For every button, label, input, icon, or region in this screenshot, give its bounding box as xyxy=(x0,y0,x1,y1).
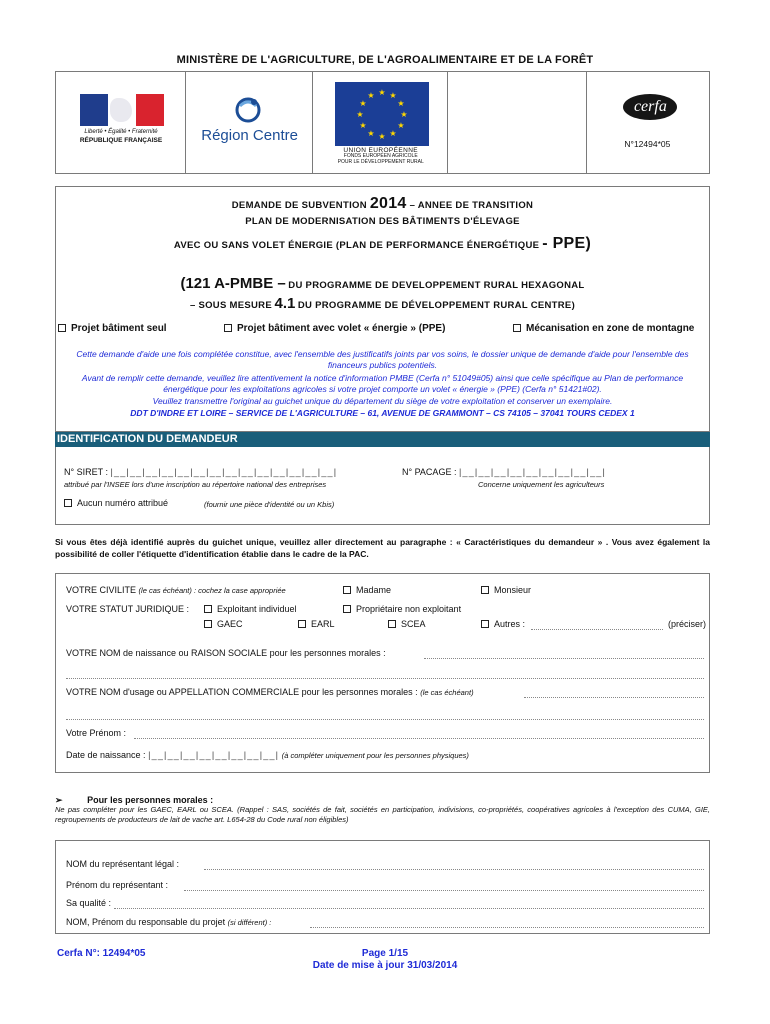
pacage-field[interactable] xyxy=(402,467,606,477)
checkbox-icon[interactable] xyxy=(58,324,66,332)
checkbox-icon[interactable] xyxy=(204,605,212,613)
identification-box xyxy=(55,447,710,525)
region-centre-logo xyxy=(186,72,314,173)
info-paragraph-2: Avant de remplir cette demande, veuillez lire attentivement la notice d'information PMBE (Cerfa n° 51049#05) ainsi que celle spécifique au Plan de performance énergétique pour les exploitations agricoles si votre projet comporte un volet « énergie » (PPE) (Cerfa n° 51421#02). xyxy=(81,373,684,394)
svg-text:★: ★ xyxy=(397,99,405,108)
eu-name: UNION EUROPÉENNE xyxy=(343,147,419,154)
siret-input[interactable]: |__|__|__|__|__|__|__|__|__|__|__|__|__|__| xyxy=(110,467,338,477)
gaec-label: GAEC xyxy=(217,619,243,629)
check-batiment-ppe[interactable] xyxy=(224,323,445,334)
title-line-3 xyxy=(56,235,709,253)
svg-text:★: ★ xyxy=(367,129,375,138)
pacage-input[interactable]: |__|__|__|__|__|__|__|__|__| xyxy=(458,467,607,477)
svg-text:★: ★ xyxy=(397,121,405,130)
usage-input[interactable] xyxy=(524,697,704,698)
check-proprietaire[interactable] xyxy=(343,604,461,614)
blank-cell xyxy=(448,72,588,173)
usage-note: (le cas échéant) xyxy=(420,688,474,697)
title-box xyxy=(55,186,710,432)
naissance-field[interactable] xyxy=(66,750,469,760)
usage-field-label xyxy=(66,687,474,697)
title-line-2: PLAN DE MODERNISATION DES BÂTIMENTS D'ÉLEVAGE xyxy=(245,216,520,227)
rep-prenom-input[interactable] xyxy=(184,890,704,891)
proprietaire-label: Propriétaire non exploitant xyxy=(356,604,462,614)
checkbox-icon[interactable] xyxy=(513,324,521,332)
checkbox-icon[interactable] xyxy=(481,586,489,594)
no-number-note: (fournir une pièce d'identité ou un Kbis) xyxy=(204,500,335,509)
rep-nom-label: NOM du représentant légal : xyxy=(66,859,180,869)
checkbox-icon[interactable] xyxy=(204,620,212,628)
check-autres[interactable] xyxy=(481,619,525,629)
title-text: DEMANDE DE SUBVENTION xyxy=(231,200,367,211)
eu-logo xyxy=(313,72,448,173)
earl-label: EARL xyxy=(311,619,335,629)
rep-prenom-label: Prénom du représentant : xyxy=(66,880,169,890)
footer-date: Date de mise à jour 31/03/2014 xyxy=(312,960,458,971)
ministry-title: MINISTÈRE DE L'AGRICULTURE, DE L'AGROALIMENTAIRE ET DE LA FORÊT xyxy=(176,54,594,66)
civility-label xyxy=(66,585,286,595)
region-swirl-icon xyxy=(232,94,264,126)
naissance-label: Date de naissance : xyxy=(66,750,146,760)
title-text: DU PROGRAMME DE DEVELOPPEMENT RURAL HEXAGONAL xyxy=(288,280,585,291)
check-label: Mécanisation en zone de montagne xyxy=(526,323,695,334)
checkbox-icon[interactable] xyxy=(343,586,351,594)
responsable-note: (si différent) : xyxy=(227,918,272,927)
title-text: DU PROGRAMME DE DÉVELOPPEMENT RURAL CENTRE) xyxy=(297,300,576,311)
arrow-bullet-icon: ➢ xyxy=(55,795,63,805)
svg-text:★: ★ xyxy=(400,110,408,119)
title-line-1 xyxy=(56,195,709,213)
footer-page: Page 1/15 xyxy=(361,948,409,959)
responsable-label: NOM, Prénom du responsable du projet xyxy=(66,917,226,927)
republique-francaise-logo xyxy=(56,72,186,173)
check-label: Projet bâtiment avec volet « énergie » (PPE) xyxy=(237,323,446,334)
check-scea[interactable] xyxy=(388,619,426,629)
scea-label: SCEA xyxy=(401,619,426,629)
statut-label: VOTRE STATUT JURIDIQUE : xyxy=(66,604,190,614)
civ-note: (le cas échéant) : cochez la case appropriée xyxy=(138,586,286,595)
marianne-flag-icon xyxy=(80,94,164,126)
svg-text:★: ★ xyxy=(389,129,397,138)
checkbox-icon[interactable] xyxy=(481,620,489,628)
morales-note: Ne pas compléter pour les GAEC, EARL ou SCEA. (Rappel : SAS, sociétés de fait, sociétés en participation, indivisions, co-propriétés, coopératives agricoles à l'exception des CUMA, GIE, regroupements de producteurs de lait de vache art. L654-28 du Code rural non éligibles) xyxy=(55,805,710,824)
title-ppe: - PPE) xyxy=(542,235,592,252)
pacage-note: Concerne uniquement les agriculteurs xyxy=(478,480,605,489)
guichet-notice: Si vous êtes déjà identifié auprès du guichet unique, veuillez aller directement au paragraphe : « Caractéristiques du demandeur » . Vous avez également la possibilité de coller l'étiquette d'identification établie dans le cadre de la PAC. xyxy=(55,537,710,559)
representative-box xyxy=(55,840,710,934)
siret-label: N° SIRET : xyxy=(64,467,108,477)
title-line-4 xyxy=(56,275,709,292)
checkbox-icon[interactable] xyxy=(388,620,396,628)
rf-name: RÉPUBLIQUE FRANÇAISE xyxy=(79,137,163,144)
morales-title: Pour les personnes morales : xyxy=(87,795,214,805)
monsieur-label: Monsieur xyxy=(494,585,532,595)
title-text: (121 A-PMBE – xyxy=(180,275,286,292)
rep-nom-input[interactable] xyxy=(204,869,704,870)
eu-sub-line: POUR LE DÉVELOPPEMENT RURAL xyxy=(337,158,424,165)
check-madame[interactable] xyxy=(343,585,391,595)
section-identification-title: IDENTIFICATION DU DEMANDEUR xyxy=(55,432,710,447)
nom-input[interactable] xyxy=(424,658,704,659)
eu-stars-flag-icon xyxy=(335,82,429,146)
cerfa-number: N°12494*05 xyxy=(624,139,671,149)
prenom-input[interactable] xyxy=(134,738,704,739)
logo-header xyxy=(55,71,710,174)
autres-input[interactable] xyxy=(531,629,663,630)
check-gaec[interactable] xyxy=(204,619,243,629)
autres-label: Autres : xyxy=(494,619,526,629)
check-mecanisation[interactable] xyxy=(513,323,694,334)
svg-text:★: ★ xyxy=(378,88,386,97)
nom-label: VOTRE NOM de naissance ou RAISON SOCIALE pour les personnes morales : xyxy=(66,648,386,658)
rep-qualite-label: Sa qualité : xyxy=(66,898,112,908)
naissance-note: (à compléter uniquement pour les personnes physiques) xyxy=(281,751,469,760)
region-name: Région Centre xyxy=(201,127,298,144)
exploitant-label: Exploitant individuel xyxy=(217,604,297,614)
svg-text:★: ★ xyxy=(367,91,375,100)
civ-label: VOTRE CIVILITE xyxy=(66,585,137,595)
usage-input-line2[interactable] xyxy=(66,719,704,720)
prenom-label: Votre Prénom : xyxy=(66,728,127,738)
rep-responsable-field xyxy=(66,917,271,927)
title-year: 2014 xyxy=(369,195,407,212)
checkbox-icon[interactable] xyxy=(224,324,232,332)
no-number-label: Aucun numéro attribué xyxy=(77,498,169,508)
cerfa-logo: cerfa xyxy=(623,94,677,120)
title-text: AVEC OU SANS VOLET ÉNERGIE (PLAN DE PERFORMANCE ÉNERGÉTIQUE xyxy=(173,240,540,251)
rep-responsable-input[interactable] xyxy=(310,927,704,928)
svg-text:★: ★ xyxy=(378,132,386,141)
naissance-input[interactable]: |__|__|__|__|__|__|__|__| xyxy=(148,750,280,760)
check-label: Projet bâtiment seul xyxy=(71,323,167,334)
checkbox-icon[interactable] xyxy=(343,605,351,613)
preciser-label: (préciser) xyxy=(668,619,707,629)
info-paragraph-3: Veuillez transmettre l'original au guichet unique du département du siège de votre exploitation et conserver un exemplaire. xyxy=(152,396,613,406)
usage-label: VOTRE NOM d'usage ou APPELLATION COMMERCIALE pour les personnes morales : xyxy=(66,687,418,697)
title-number: 4.1 xyxy=(274,295,296,312)
rf-motto: Liberté • Égalité • Fraternité xyxy=(84,129,158,135)
checkbox-icon[interactable] xyxy=(64,499,72,507)
checkbox-icon[interactable] xyxy=(298,620,306,628)
svg-text:★: ★ xyxy=(356,110,364,119)
civility-box xyxy=(55,573,710,773)
no-number-check[interactable] xyxy=(64,498,168,508)
title-text: – ANNEE DE TRANSITION xyxy=(409,200,534,211)
check-batiment-seul[interactable] xyxy=(58,323,167,334)
nom-input-line2[interactable] xyxy=(66,678,704,679)
check-earl[interactable] xyxy=(298,619,335,629)
svg-text:★: ★ xyxy=(389,91,397,100)
siret-note: attribué par l'INSEE lors d'une inscription au répertoire national des entreprises xyxy=(64,480,327,489)
title-text: – SOUS MESURE xyxy=(189,300,272,311)
info-paragraph-1: Cette demande d'aide une fois complétée constitue, avec l'ensemble des justificatifs joints par vos soins, le dossier unique de demande d'aide pour l'ensemble des financeurs publics potentiels. xyxy=(76,349,689,370)
footer-page-info xyxy=(0,948,770,972)
eu-subtitle xyxy=(313,154,448,165)
title-line-5 xyxy=(56,295,709,312)
siret-field[interactable] xyxy=(64,467,337,477)
cerfa-cell xyxy=(587,72,709,173)
svg-text:★: ★ xyxy=(359,99,367,108)
eu-sub-line: FONDS EUROPÉEN AGRICOLE xyxy=(343,153,418,159)
footer-cerfa-number: Cerfa N°: 12494*05 xyxy=(57,948,146,959)
ddt-address: DDT D'INDRE ET LOIRE – SERVICE DE L'AGRICULTURE – 61, AVENUE DE GRAMMONT – CS 74105 – 37041 TOURS CEDEX 1 xyxy=(130,408,635,418)
check-monsieur[interactable] xyxy=(481,585,531,595)
svg-text:★: ★ xyxy=(359,121,367,130)
check-exploitant[interactable] xyxy=(204,604,297,614)
pacage-label: N° PACAGE : xyxy=(402,467,457,477)
madame-label: Madame xyxy=(356,585,392,595)
rep-qualite-input[interactable] xyxy=(114,908,704,909)
